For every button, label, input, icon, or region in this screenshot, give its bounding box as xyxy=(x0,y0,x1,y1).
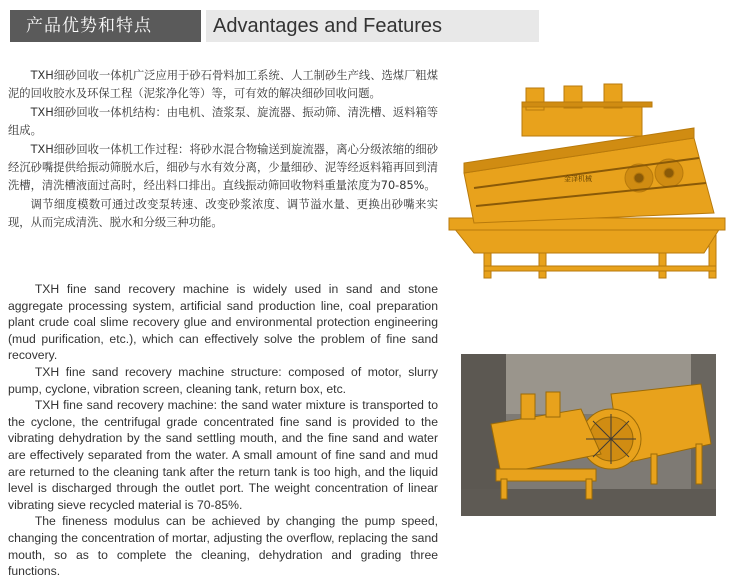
en-paragraph-4: The fineness modulus can be achieved by changing the pump speed, changing the concentration of mortar, adjusting the overflow, replacing the sand mouth, so as to complete the cleaning, dehydration and grading three functions. xyxy=(8,514,438,579)
header-title-cn: 产品优势和特点 xyxy=(10,10,201,42)
header-title-en: Advantages and Features xyxy=(206,10,539,42)
section-header xyxy=(10,10,539,42)
cn-paragraph-3: TXH细砂回收一体机工作过程：将砂水混合物输送到旋流器，离心分级浓缩的细砂经沉砂嘴提供给振动筛脱水后，细砂与水有效分离，少量细砂、泥等经返料箱再回到清洗槽，清洗槽液面过高时，经出料口排出。直线振动筛回收物料重量浓度为70-85%。 xyxy=(8,142,438,193)
en-paragraph-3: TXH fine sand recovery machine: the sand water mixture is transported to the cyclone, the centrifugal grade concentrated fine sand is provided to the vibrating dehydration by the sand settling mouth, and the fine sand and water are effectively separated from the water. A small amount of fine sand and mud are returned to the cleaning tank after the return tank is too high, and the liquid level is discharged through the outlet port. The weight concentration of linear vibrating sieve recycled material is 70-85%. xyxy=(8,398,438,512)
machine-photo xyxy=(444,78,726,282)
english-description xyxy=(8,281,438,580)
en-paragraph-1: TXH fine sand recovery machine is widely used in sand and stone aggregate processing system, artificial sand production line, coal preparation plant crude coal slime recovery glue and environmental protection engineering (mud purification, etc.), which can effectively solve the problem of fine sand recovery. xyxy=(8,282,438,363)
en-paragraph-2: TXH fine sand recovery machine structure: composed of motor, slurry pump, cyclone, vibration screen, cleaning tank, return box, etc. xyxy=(8,364,438,396)
cn-paragraph-2: TXH细砂回收一体机结构：由电机、渣浆泵、旋流器、振动筛、清洗槽、返料箱等组成。 xyxy=(8,105,438,138)
chinese-description xyxy=(8,67,438,233)
cn-paragraph-4: 调节细度模数可通过改变泵转速、改变砂浆浓度、调节溢水量、更换出砂嘴来实现，从而完成清洗、脱水和分级三种功能。 xyxy=(8,197,438,230)
cn-paragraph-1: TXH细砂回收一体机广泛应用于砂石骨料加工系统、人工制砂生产线、选煤厂粗煤泥的回收胶水及环保工程（泥浆净化等）等，可有效的解决细砂回收问题。 xyxy=(8,69,438,101)
factory-photo xyxy=(461,354,716,516)
machine-brand-label: 金泽机械 xyxy=(564,175,592,183)
